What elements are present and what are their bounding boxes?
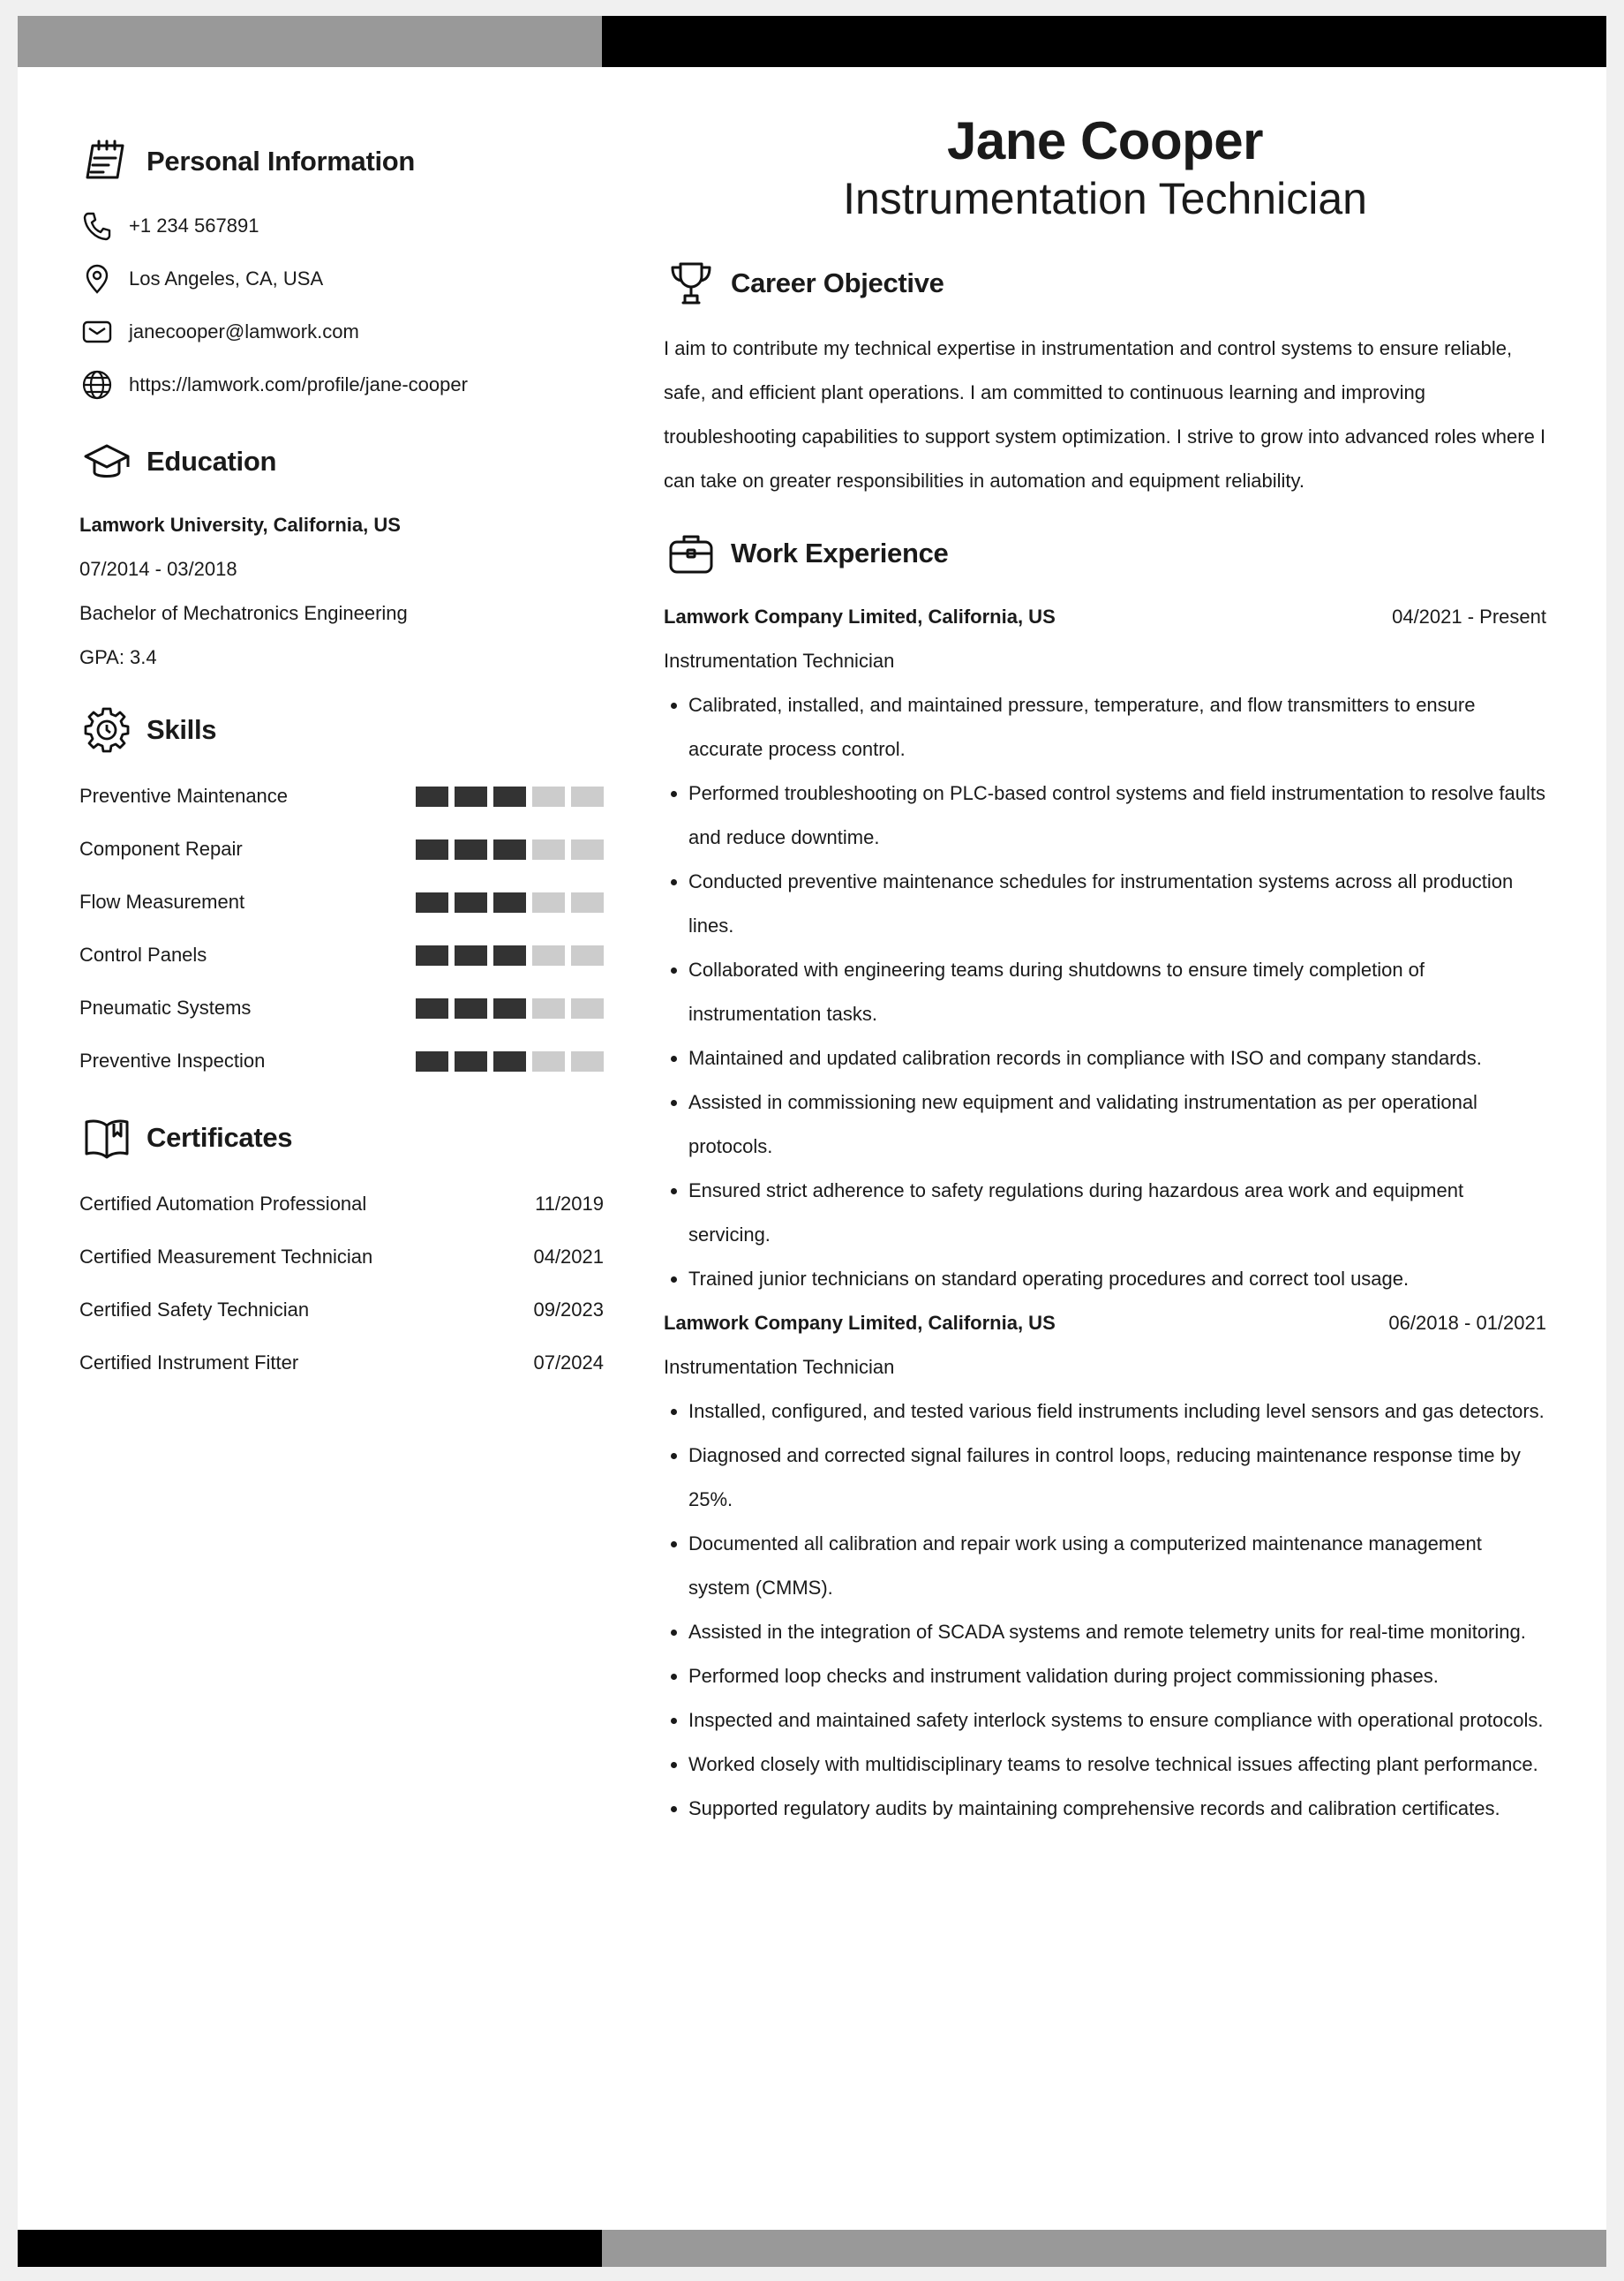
skills-header: [79, 699, 604, 761]
skill-level-block: [416, 839, 448, 860]
bottom-bar-black: [18, 2230, 602, 2267]
skill-level-block: [532, 945, 565, 966]
mail-icon: [79, 314, 115, 350]
open-book-icon: [79, 1110, 134, 1165]
skill-level-block: [532, 892, 565, 913]
job-bullets: [664, 683, 1546, 1301]
phone-row: [79, 199, 604, 252]
job-role: Instrumentation Technician: [664, 1356, 895, 1378]
job-bullet: Ensured strict adherence to safety regulations during hazardous area work and equipment servicing.: [664, 1169, 1546, 1257]
skills-list: [79, 770, 604, 1088]
objective-title: Career Objective: [731, 267, 944, 298]
skill-row: [79, 1035, 604, 1088]
experience-header: [664, 523, 1546, 584]
skill-level-block: [455, 892, 487, 913]
skill-level-block: [416, 998, 448, 1019]
skill-row: [79, 770, 604, 823]
location-text: Los Angeles, CA, USA: [129, 267, 324, 290]
job-company: Lamwork Company Limited, California, US: [664, 1312, 1056, 1334]
resume-page: [18, 16, 1606, 2267]
job-header: [664, 1301, 1546, 1345]
certificate-row: [79, 1231, 604, 1284]
job-company: Lamwork Company Limited, California, US: [664, 606, 1056, 628]
certificate-date: 09/2023: [533, 1299, 604, 1321]
job-bullet: Worked closely with multidisciplinary teams to resolve technical issues affecting plant performance.: [664, 1743, 1546, 1787]
skills-title: Skills: [147, 714, 217, 745]
gear-icon: [79, 703, 134, 757]
skill-name: Flow Measurement: [79, 891, 245, 913]
skill-level-meter: [416, 945, 604, 966]
location-pin-icon: [79, 261, 115, 297]
phone-text[interactable]: +1 234 567891: [129, 215, 259, 237]
job-dates: 06/2018 - 01/2021: [1388, 1312, 1546, 1334]
job-bullets: [664, 1389, 1546, 1831]
phone-icon: [79, 208, 115, 244]
education-header: [79, 431, 604, 493]
job-bullet: Trained junior technicians on standard operating procedures and correct tool usage.: [664, 1257, 1546, 1301]
candidate-title: Instrumentation Technician: [843, 174, 1367, 223]
skill-level-block: [493, 839, 526, 860]
graduation-cap-icon: [79, 434, 134, 489]
skill-name: Component Repair: [79, 838, 243, 860]
skill-level-block: [416, 892, 448, 913]
job-entry: [664, 1301, 1546, 1831]
skill-level-block: [571, 945, 604, 966]
certificate-name: Certified Automation Professional: [79, 1193, 367, 1215]
degree: Bachelor of Mechatronics Engineering: [79, 602, 408, 624]
certificate-row: [79, 1178, 604, 1231]
skill-row: [79, 982, 604, 1035]
job-bullet: Calibrated, installed, and maintained pressure, temperature, and flow transmitters to ensure accurate process control.: [664, 683, 1546, 772]
experience-list: [664, 595, 1546, 1831]
skill-level-block: [571, 998, 604, 1019]
job-bullet: Conducted preventive maintenance schedules for instrumentation systems across all production lines.: [664, 860, 1546, 948]
certificates-title: Certificates: [147, 1122, 293, 1153]
skill-level-block: [571, 787, 604, 807]
job-bullet: Inspected and maintained safety interlock systems to ensure compliance with operational protocols.: [664, 1698, 1546, 1743]
skill-level-block: [532, 998, 565, 1019]
skill-level-block: [493, 892, 526, 913]
skill-level-block: [571, 1051, 604, 1072]
skill-level-meter: [416, 892, 604, 913]
skill-name: Pneumatic Systems: [79, 997, 252, 1019]
job-header: [664, 595, 1546, 639]
skill-level-block: [416, 1051, 448, 1072]
gpa: GPA: 3.4: [79, 646, 157, 668]
certificate-date: 07/2024: [533, 1351, 604, 1374]
calendar-note-icon: [79, 134, 134, 189]
right-column: [664, 111, 1546, 1831]
skill-level-block: [493, 945, 526, 966]
certificate-name: Certified Instrument Fitter: [79, 1351, 299, 1374]
skill-level-block: [455, 787, 487, 807]
job-bullet: Supported regulatory audits by maintaining comprehensive records and calibration certificates.: [664, 1787, 1546, 1831]
certificates-header: [79, 1107, 604, 1169]
job-bullet: Performed loop checks and instrument validation during project commissioning phases.: [664, 1654, 1546, 1698]
certificate-date: 04/2021: [533, 1246, 604, 1268]
objective-text: I aim to contribute my technical expertise in instrumentation and control systems to ensure reliable, safe, and efficient plant operations. I am committed to continuous learning and improving troubleshooting capabilities to support system optimization. I strive to grow into advanced roles where I can take on greater responsibilities in automation and equipment reliability.: [664, 337, 1546, 492]
job-bullet: Assisted in the integration of SCADA systems and remote telemetry units for real-time monitoring.: [664, 1610, 1546, 1654]
skill-level-meter: [416, 839, 604, 860]
skill-level-block: [571, 839, 604, 860]
objective-header: [664, 252, 1546, 314]
education-title: Education: [147, 446, 277, 477]
certificate-date: 11/2019: [535, 1193, 604, 1215]
skill-level-block: [493, 998, 526, 1019]
skill-row: [79, 929, 604, 982]
skill-level-meter: [416, 1051, 604, 1072]
left-column: [79, 131, 604, 1389]
education-dates: 07/2014 - 03/2018: [79, 558, 237, 580]
skill-level-block: [532, 839, 565, 860]
job-bullet: Diagnosed and corrected signal failures in control loops, reducing maintenance response time by 25%.: [664, 1434, 1546, 1522]
email-row: [79, 305, 604, 358]
skill-row: [79, 823, 604, 876]
skill-level-meter: [416, 787, 604, 807]
candidate-name: Jane Cooper: [947, 111, 1263, 170]
job-bullet: Maintained and updated calibration records in compliance with ISO and company standards.: [664, 1036, 1546, 1080]
website-link[interactable]: https://lamwork.com/profile/jane-cooper: [129, 373, 468, 395]
certificate-row: [79, 1336, 604, 1389]
certificates-list: [79, 1178, 604, 1389]
top-bar-grey: [18, 16, 602, 67]
experience-title: Work Experience: [731, 538, 949, 568]
skill-level-block: [455, 945, 487, 966]
certificate-name: Certified Measurement Technician: [79, 1246, 373, 1268]
skill-name: Preventive Maintenance: [79, 785, 289, 807]
certificate-row: [79, 1284, 604, 1336]
skill-level-block: [416, 945, 448, 966]
location-row: [79, 252, 604, 305]
job-entry: [664, 595, 1546, 1301]
skill-row: [79, 876, 604, 929]
personal-info-title: Personal Information: [147, 146, 416, 177]
school-name: Lamwork University, California, US: [79, 514, 401, 536]
job-bullet: Installed, configured, and tested various field instruments including level sensors and gas detectors.: [664, 1389, 1546, 1434]
top-bar-black: [602, 16, 1606, 67]
bottom-bar-grey: [602, 2230, 1606, 2267]
skill-name: Preventive Inspection: [79, 1050, 266, 1072]
job-bullet: Assisted in commissioning new equipment and validating instrumentation as per operational protocols.: [664, 1080, 1546, 1169]
skill-level-block: [455, 998, 487, 1019]
skill-level-block: [532, 787, 565, 807]
personal-info-header: [79, 131, 604, 192]
job-role: Instrumentation Technician: [664, 650, 895, 672]
skill-level-block: [416, 787, 448, 807]
job-bullet: Documented all calibration and repair work using a computerized maintenance management system (CMMS).: [664, 1522, 1546, 1610]
skill-level-block: [455, 839, 487, 860]
skill-level-block: [493, 1051, 526, 1072]
trophy-icon: [664, 256, 718, 311]
skill-level-meter: [416, 998, 604, 1019]
website-row: [79, 358, 604, 411]
job-bullet: Performed troubleshooting on PLC-based control systems and field instrumentation to resolve faults and reduce downtime.: [664, 772, 1546, 860]
skill-level-block: [571, 892, 604, 913]
skill-level-block: [455, 1051, 487, 1072]
skill-name: Control Panels: [79, 944, 207, 966]
briefcase-icon: [664, 526, 718, 581]
job-dates: 04/2021 - Present: [1392, 606, 1546, 628]
skill-level-block: [493, 787, 526, 807]
certificate-name: Certified Safety Technician: [79, 1299, 310, 1321]
job-bullet: Collaborated with engineering teams during shutdowns to ensure timely completion of instrumentation tasks.: [664, 948, 1546, 1036]
skill-level-block: [532, 1051, 565, 1072]
email-link[interactable]: janecooper@lamwork.com: [129, 320, 359, 343]
globe-icon: [79, 367, 115, 403]
